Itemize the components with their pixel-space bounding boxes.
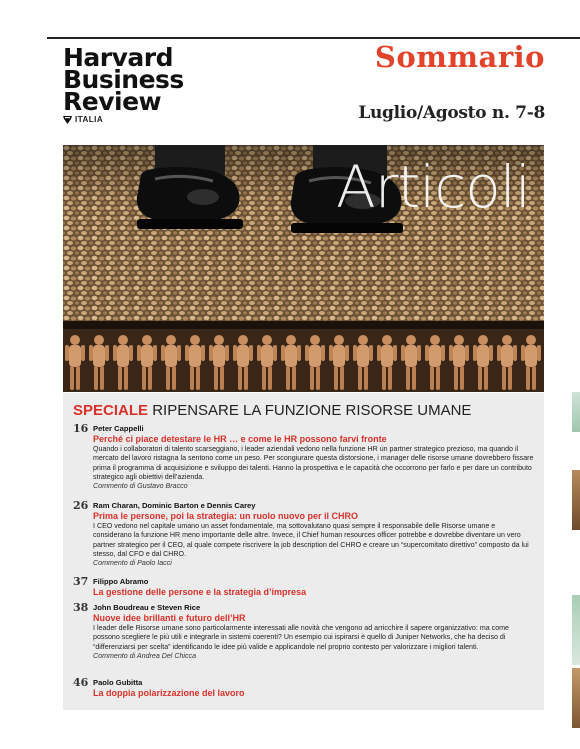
page-number: 26 <box>73 499 89 512</box>
article-author: Filippo Abramo <box>93 577 149 586</box>
article-entry[interactable] <box>73 501 535 568</box>
logo-line-1: Harvard <box>63 43 174 72</box>
article-author: Peter Cappelli <box>93 424 144 433</box>
crest-icon <box>63 116 72 124</box>
page-edge-strip <box>572 595 580 665</box>
page-number: 16 <box>73 422 89 435</box>
section-heading <box>73 402 471 419</box>
page-edge-strip <box>572 392 580 432</box>
page-number: 38 <box>73 601 89 614</box>
logo-edition-label: ITALIA <box>75 115 104 124</box>
logo-line-3: Review <box>63 87 162 116</box>
article-comment: Commento di Andrea Del Chicca <box>93 651 197 660</box>
page-number: 46 <box>73 676 89 689</box>
logo-edition <box>63 115 213 124</box>
article-headline[interactable]: Prima le persone, poi la strategia: un ruolo nuovo per il CHRO <box>93 511 359 521</box>
article-entry[interactable] <box>73 424 535 491</box>
article-description: I leader delle Risorse umane sono particolarmente interessati alle novità che vengono ad arricchire il sapere organizzativo: ma come possono scegliere le più utili e integrarle in sistemi coerenti? Un esempio cui ispirarsi è quello di Juniper Networks, che ha deciso di “differenziarsi per scelta” identificando le idee più valide e applicandole nel proprio contesto per valorizzare i migliori talenti. <box>93 624 509 651</box>
article-author: John Boudreau e Steven Rice <box>93 603 201 612</box>
page-number: 37 <box>73 575 89 588</box>
article-description: Quando i collaboratori di talento scarseggiano, i leader aziendali vedono nella funzione HR un partner strategico prezioso, ma quando il mercato del lavoro ristagna la sentono come un peso. Per scongiurare questa distorsione, i manager delle risorse umane dovrebbero fissare prima il programma di acquisizione e sviluppo dei talenti. Hanno la prospettiva e le capacità che occorrono per farlo e per dare un contributo strategico agli obiettivi dell’azienda. <box>93 445 534 481</box>
article-headline[interactable]: La gestione delle persone e la strategia d’impresa <box>93 587 307 597</box>
section-title: RIPENSARE LA FUNZIONE RISORSE UMANE <box>152 402 472 419</box>
logo-line-2: Business <box>63 65 184 94</box>
article-description: I CEO vedono nel capitale umano un asset fondamentale, ma sottovalutano quasi sempre il responsabile delle Risorse umane e considerano la funzione HR meno importante delle altre. Invece, il Chief human resources officer potrebbe e dovrebbe diventare un vero partner strategico per il CEO, al quale compete riscrivere la job description del CHRO e creare un “supercomitato direttivo” composto da lui stesso, dal CFO e dal CHRO. <box>93 522 529 558</box>
article-headline[interactable]: Nuove idee brillanti e futuro dell’HR <box>93 613 246 623</box>
section-keyword: SPECIALE <box>73 402 149 419</box>
article-headline[interactable]: Perché ci piace detestare le HR … e come le HR possono farvi fronte <box>93 434 387 444</box>
page-edge-strip <box>572 470 580 530</box>
article-author: Ram Charan, Dominic Barton e Dennis Carey <box>93 501 256 510</box>
article-comment: Commento di Gustavo Bracco <box>93 482 188 491</box>
page-edge-strip <box>572 668 580 728</box>
top-rule <box>47 37 580 39</box>
article-entry[interactable] <box>73 678 535 699</box>
article-entry[interactable] <box>73 577 535 598</box>
hero-label: Articoli <box>336 153 530 221</box>
article-author: Paolo Gubitta <box>93 678 143 687</box>
hero-image <box>63 145 544 392</box>
article-entry[interactable] <box>73 603 535 661</box>
article-comment: Commento di Paolo Iacci <box>93 559 172 568</box>
issue-label: Luglio/Agosto n. 7-8 <box>358 103 545 123</box>
page-title: Sommario <box>374 40 545 74</box>
article-headline[interactable]: La doppia polarizzazione del lavoro <box>93 688 245 698</box>
hbr-logo <box>63 43 213 124</box>
